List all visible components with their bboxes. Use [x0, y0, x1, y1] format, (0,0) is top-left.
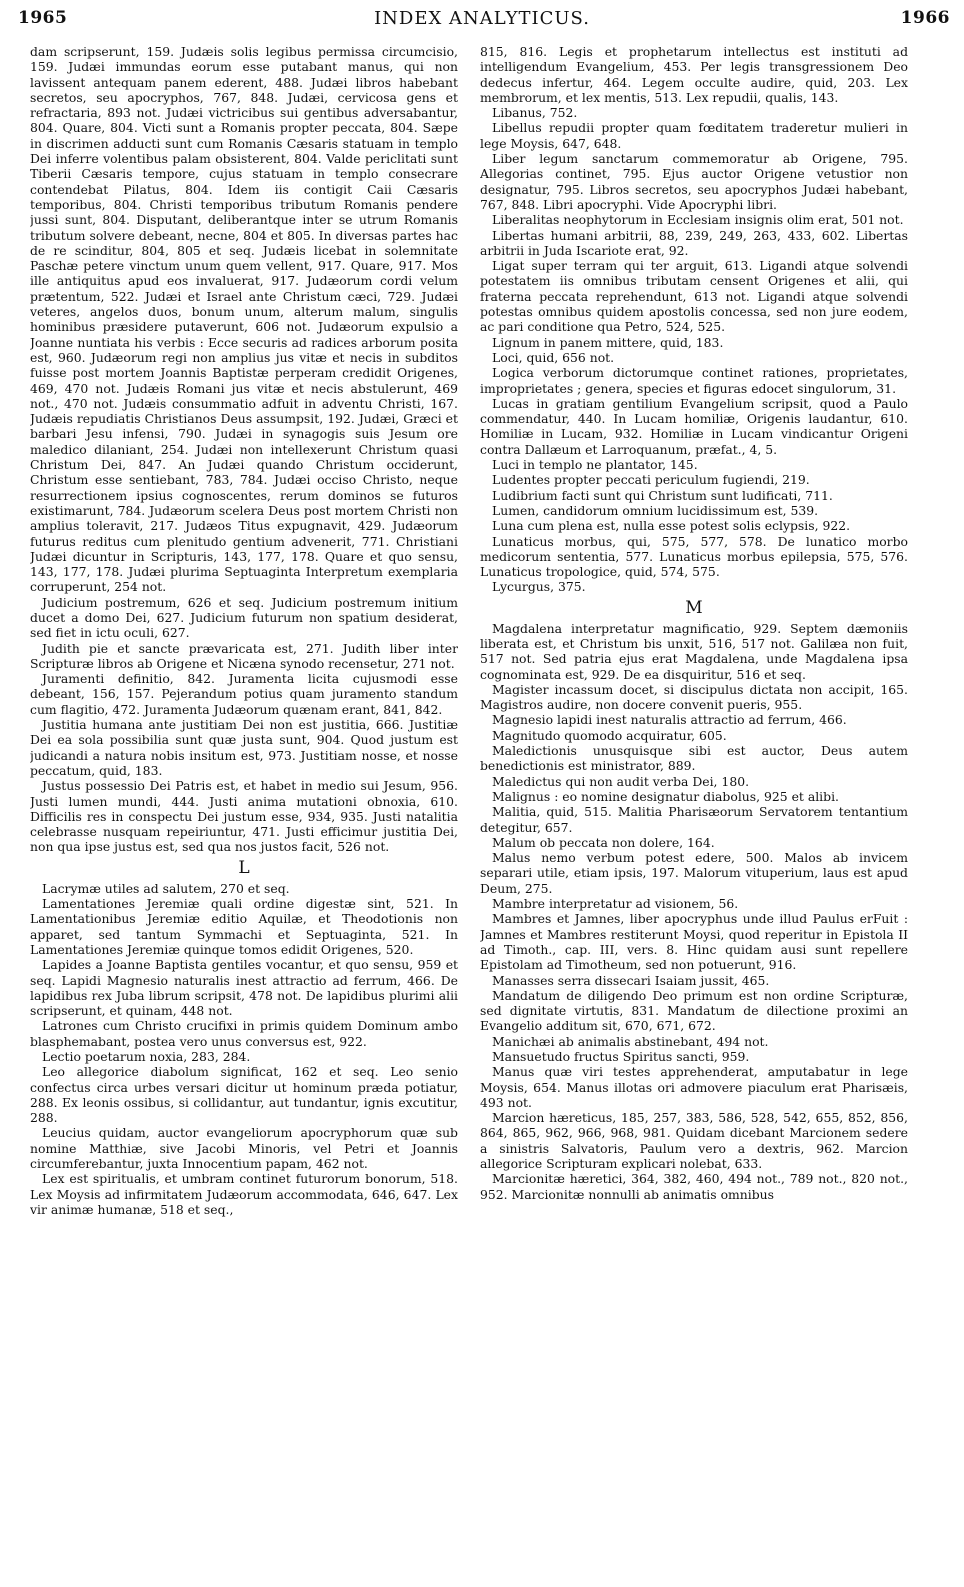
right-column — [480, 44, 908, 1579]
index-entry: Lectio poetarum noxia, 283, 284. — [42, 1049, 251, 1064]
index-entry: Lapides a Joanne Baptista gentiles vocantur, et quo sensu, 959 et seq. Lapidi Magnesio naturalis inest attractio ad ferrum, 466. De lapidibus rex Juba librum scripsit, 478 not. De lapidibus plurimi alii scripserunt, et quinam, 448 not. — [30, 957, 458, 1019]
index-entry: Lignum in panem mittere, quid, 183. — [492, 334, 724, 350]
index-entry: Ludentes propter peccati periculum fugiendi, 219. — [492, 472, 810, 488]
running-title: INDEX ANALYTICUS. — [374, 8, 590, 29]
index-entry: Libertas humani arbitrii, 88, 239, 249, 263, 433, 602. Libertas arbitrii in Juda Iscariote erat, 92. — [480, 227, 908, 258]
index-entry: Leo allegorice diabolum significat, 162 et seq. Leo senio confectus circa urbes versari dicitur ut hominum præda potiatur, 288. Ex leonis ossibus, si collidantur, aut tundantur, ignis excutitur, 288. — [30, 1064, 458, 1126]
index-entry: Lacrymæ utiles ad salutem, 270 et seq. — [42, 880, 290, 896]
index-entry: Justus possessio Dei Patris est, et habet in medio sui Jesum, 956. Justi lumen mundi, 444. Justi anima mutationi obnoxia, 610. Difficilis res in conspectu Dei justum esse, 934, 935. Justi natalitia celebrasse nusquam repeiriuntur, 471. Justi efficimur justitia Dei, non qua ipse justus est, sed qua nos justos facit, 526 not. — [30, 778, 458, 855]
index-entry: Malitia, quid, 515. Malitia Pharisæorum Servatorem tentantium detegitur, 657. — [480, 804, 908, 835]
index-entry: Mandatum de diligendo Deo primum est non ordine Scripturæ, sed dignitate virtutis, 831. Mandatum de dilectione proximi an Evangelio additum sit, 670, 671, 672. — [480, 987, 908, 1034]
index-entry: Libellus repudii propter quam fœditatem traderetur mulieri in lege Moysis, 647, 648. — [480, 120, 908, 151]
index-entry: Magnitudo quomodo acquiratur, 605. — [492, 727, 727, 743]
page-number-left: 1965 — [18, 8, 68, 28]
index-entry: Mansuetudo fructus Spiritus sancti, 959. — [492, 1049, 750, 1064]
page-number-right: 1966 — [900, 8, 950, 28]
index-entry: Leucius quidam, auctor evangeliorum apocryphorum quæ sub nomine Matthiæ, sive Jacobi Minoris, vel Petri et Joannis circumferebantur, juxta Innocentium papam, 462 not. — [30, 1125, 458, 1172]
index-entry: Liber legum sanctarum commemoratur ab Origene, 795. Allegorias continet, 795. Ejus auctor Origene vetustior non designatur, 795. Libros secretos, seu apocryphos Judæi habebant, 767, 848. Libri apocryphi. Vide Apocryphi libri. — [480, 151, 908, 212]
index-entry: Maledictionis unusquisque sibi est auctor, Deus autem benedictionis est ministrator, 889. — [480, 743, 908, 774]
index-entry: Liberalitas neophytorum in Ecclesiam insignis olim erat, 501 not. — [492, 212, 904, 228]
index-entry: Logica verborum dictorumque continet rationes, proprietates, improprietates ; genera, species et figuras edocet singulorum, 31. — [480, 365, 908, 396]
index-entry: Luci in templo ne plantator, 145. — [492, 457, 698, 473]
section-letter: M — [685, 597, 703, 618]
index-entry: Malum ob peccata non dolere, 164. — [492, 834, 715, 850]
index-entry: Mambres et Jamnes, liber apocryphus unde illud Paulus erFuit : Jamnes et Mambres restiterunt Moysi, quod reperitur in Epistola II ad Timoth., cap. III, vers. 8. Hinc quidam ausi sunt repellere Epistolam ad Timotheum, sed non potuerunt, 916. — [480, 911, 908, 973]
page-header — [0, 0, 964, 38]
section-letter: L — [238, 857, 250, 878]
index-entry: Manus quæ viri testes apprehenderat, amputabatur in lege Moysis, 654. Manus illotas ori admovere piaculum erat Pharisæis, 493 not. — [480, 1064, 908, 1110]
index-entry: Lycurgus, 375. — [492, 579, 586, 595]
index-entry: Magdalena interpretatur magnificatio, 929. Septem dæmoniis liberata est, et Christum bis unxit, 516, 517 not. Galilæa non fuit, 517 not. Sed patria ejus erat Magdalena, unde Magdalena ipsa cognominata est, 929. De ea disquiritur, 516 et seq. — [480, 620, 908, 682]
index-entry: Lucas in gratiam gentilium Evangelium scripsit, quod a Paulo commendatur, 440. In Lucam homiliæ, Origenis laudantur, 610. Homiliæ in Lucam, 932. Homiliæ in Lucam vindicantur Origeni contra Dallæum et Larroquanum, præfat., 4, 5. — [480, 395, 908, 457]
index-entry: Malignus : eo nomine designatur diabolus, 925 et alibi. — [492, 788, 839, 804]
index-entry: Lumen, candidorum omnium lucidissimum est, 539. — [492, 502, 819, 518]
index-entry: Lex est spiritualis, et umbram continet futurorum bonorum, 518. Lex Moysis ad infirmitatem Judæorum accommodata, 646, 647. Lex vir animæ humanæ, 518 et seq., — [30, 1171, 458, 1217]
index-entry: Loci, quid, 656 not. — [492, 349, 615, 365]
index-entry: Judith pie et sancte prævaricata est, 271. Judith liber inter Scripturæ libros ab Origene et Nicæna synodo recensetur, 271 not. — [30, 640, 458, 671]
index-entry: Juramenti definitio, 842. Juramenta licita cujusmodi esse debeant, 156, 157. Pejerandum potius quam juramento standum cum flagitio, 472. Juramenta Judæorum quænam erant, 841, 842. — [30, 671, 458, 717]
index-entry: dam scripserunt, 159. Judæis solis legibus permissa circumcisio, 159. Judæi immundas eorum esse putabant manus, qui non lavissent antequam panem ederent, 488. Judæi libros habebant secretos, seu apocryphos, 767, 848. Judæi, cervicosa gens et refractaria, 893 not. Judæi victricibus sui gentibus adversabantur, 804. Quare, 804. Victi sunt a Romanis propter peccata, 804. Sæpe in discrimen adducti sunt cum Romanis Cæsaris statuam in templo Dei inferre volentibus palam obsisterent, 804. Valde periclitati sunt Tiberii Cæsaris tempore, cujus statuam in templo consecrare contendebat Pilatus, 804. Idem iis contigit Caii Cæsaris temporibus, 804. Christi temporibus tributum Romanis pendere jussi sunt, 804. Disputant, deliberantque inter se utrum Romanis tributum solvere debeant, necne, 804 et 805. In diversas partes hac de re scinditur, 804, 805 et seq. Judæis licebat in solemnitate Paschæ petere vinctum unum quem vellent, 917. Quare, 917. Mos ille antiquitus apud eos invaluerat, 917. Judæorum cordi velum prætentum, 522. Judæi et Israel ante Christum cæci, 729. Judæi veteres, angelos duos, bonum unum, alterum malum, singulis hominibus præsidere putaverunt, 606 not. Judæorum expulsio a Joanne nuntiata his verbis : Ecce securis ad radices arborum posita est, 960. Judæorum regi non amplius jus vitæ et necis in subditos fuisse post mortem Joannis Baptistæ perperam credidit Origenes, 469, 470 not. Judæis Romani jus vitæ et necis abstulerunt, 469 not., 470 not. Judæis consummatio adfuit in adventu Christi, 167. Judæis repudiatis Christianos Deus assumpsit, 192. Judæi, Græci et barbari Jesu infensi, 790. Judæi in synagogis suis Jesum ore maledico dilaniant, 254. Judæi non intellexerunt Christum quasi Christum Dei, 847. An Judæi quando Christum occiderunt, Christum esse sentiebant, 783, 784. Judæi occiso Christo, neque resurrectionem ipsius cognoscentes, rerum dominos se futuros existimarunt, 784. Judæorum scelera Deus post mortem Christi non amplius toleravit, 217. Judæos Titus expugnavit, 429. Judæorum futurus reditus cum plenitudo gentium advenerit, 771. Christiani Judæi dicuntur in Scripturis, 143, 177, 178. Quare et quo sensu, 143, 177, 178. Judæi plurima Septuaginta Interpretum exemplaria corruperunt, 254 not. — [30, 44, 458, 595]
index-entry: Magnesio lapidi inest naturalis attractio ad ferrum, 466. — [492, 712, 847, 728]
index-entry: Latrones cum Christo crucifixi in primis quidem Dominum ambo blasphemabant, postea vero unus conversus est, 922. — [30, 1018, 458, 1049]
index-entry: Luna cum plena est, nulla esse potest solis eclypsis, 922. — [492, 518, 851, 534]
index-entry: Ludibrium facti sunt qui Christum sunt ludificati, 711. — [492, 487, 833, 503]
index-entry: Libanus, 752. — [492, 105, 578, 121]
index-entry: Magister incassum docet, si discipulus dictata non accipit, 165. Magistros audire, non docere convenit pueris, 955. — [480, 681, 908, 713]
left-column — [30, 44, 458, 1579]
index-entry: Manasses serra dissecari Isaiam jussit, 465. — [492, 972, 770, 988]
index-entry: Judicium postremum, 626 et seq. Judicium postremum initium ducet a domo Dei, 627. Judicium futurum non spatium desiderat, sed fiet in ictu oculi, 627. — [30, 594, 458, 641]
index-entry: Lunaticus morbus, qui, 575, 577, 578. De lunatico morbo medicorum sententia, 577. Lunaticus morbus epilepsia, 575, 576. Lunaticus tropologice, quid, 574, 575. — [480, 533, 908, 580]
index-entry: Ligat super terram qui ter arguit, 613. Ligandi atque solvendi potestatem iis omnibus tributam censent Origenes et alii, qui fraterna peccata reprehendunt, 613 not. Ligandi atque solvendi potestas omnibus quidem apostolis concessa, sed non jure eodem, ac pari conditione qua Petro, 524, 525. — [480, 258, 908, 335]
index-entry: 815, 816. Legis et prophetarum intellectus est instituti ad intelligendum Evangelium, 453. Per legis transgressionem Deo dedecus infertur, 464. Legem occulte audire, quid, 203. Lex membrorum, et lex mentis, 513. Lex repudii, qualis, 143. — [480, 44, 908, 105]
index-entry: Malus nemo verbum potest edere, 500. Malos ab invicem separari utile, etiam ipsis, 197. Malorum vituperium, laus est apud Deum, 275. — [480, 850, 908, 896]
index-entry: Marcionitæ hæretici, 364, 382, 460, 494 not., 789 not., 820 not., 952. Marcionitæ nonnulli ab animatis omnibus — [480, 1171, 908, 1202]
index-entry: Maledictus qui non audit verba Dei, 180. — [492, 773, 750, 789]
index-entry: Mambre interpretatur ad visionem, 56. — [492, 896, 739, 912]
index-entry: Marcion hæreticus, 185, 257, 383, 586, 528, 542, 655, 852, 856, 864, 865, 962, 966, 968, 981. Quidam dicebant Marcionem sedere a sinistris Salvatoris, Paulum vero a dextris, 962. Marcion allegorice Scripturam explicari nolebat, 633. — [480, 1110, 908, 1172]
index-entry: Lamentationes Jeremiæ quali ordine digestæ sint, 521. In Lamentationibus Jeremiæ editio Aquilæ, et Theodotionis non apparet, sed tantum Symmachi et Septuaginta, 521. In Lamentationes Jeremiæ quinque tomos edidit Origenes, 520. — [30, 896, 458, 957]
index-entry: Manichæi ab animalis abstinebant, 494 not. — [492, 1033, 769, 1049]
index-entry: Justitia humana ante justitiam Dei non est justitia, 666. Justitiæ Dei ea sola possibilia sunt quæ justa sunt, 904. Quod justum est judicandi a natura nobis insitum est, 973. Justitiam nosse, et nosse peccatum, quid, 183. — [30, 717, 458, 778]
